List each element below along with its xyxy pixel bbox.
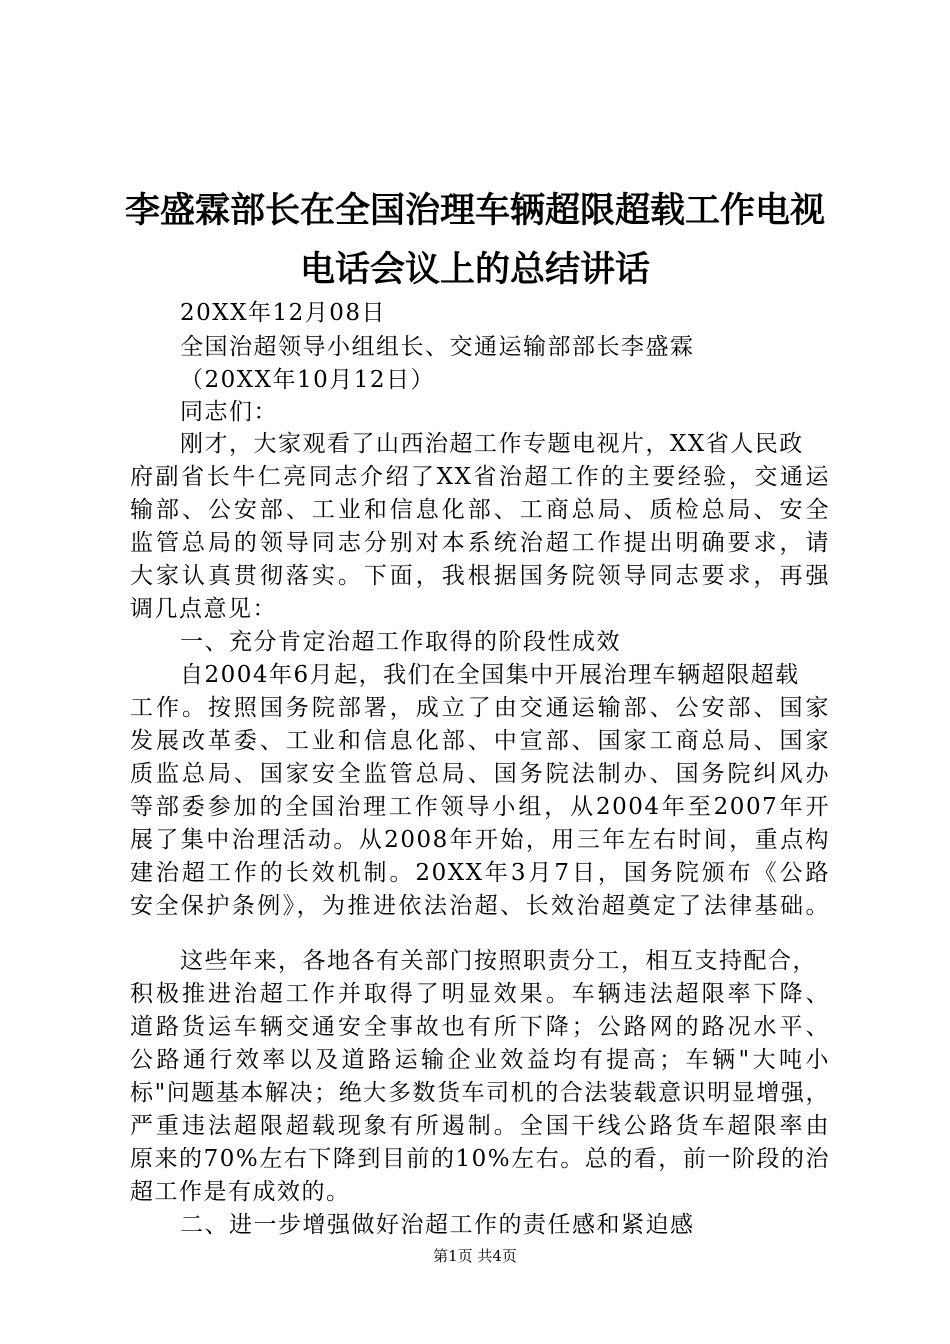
section-heading-2: 二、进一步增强做好治超工作的责任感和紧迫感 <box>180 1212 695 1238</box>
section-heading-1: 一、充分肯定治超工作取得的阶段性成效 <box>180 629 621 655</box>
paragraph-line: 公路通行效率以及道路运输企业效益均有提高；车辆"大吨小 <box>130 1047 830 1073</box>
paragraph-line: 大家认真贯彻落实。下面，我根据国务院领导同志要求，再强 <box>130 563 830 589</box>
paragraph-line: 原来的70%左右下降到目前的10%左右。总的看，前一阶段的治 <box>130 1146 830 1172</box>
paragraph-line: 工作。按照国务院部署，成立了由交通运输部、公安部、国家 <box>130 695 830 721</box>
paragraph-line: 严重违法超限超载现象有所遏制。全国干线公路货车超限率由 <box>130 1113 830 1139</box>
paragraph-line: 发展改革委、工业和信息化部、中宣部、国家工商总局、国家 <box>130 728 830 754</box>
paragraph-line: 超工作是有成效的。 <box>130 1179 351 1205</box>
paragraph-line: 监管总局的领导同志分别对本系统治超工作提出明确要求，请 <box>130 530 830 556</box>
paragraph-line: 展了集中治理活动。从2008年开始，用三年左右时间，重点构 <box>130 827 830 853</box>
page-number-footer: 第1页 共4页 <box>433 1247 517 1265</box>
paragraph-line: 建治超工作的长效机制。20XX年3月7日，国务院颁布《公路 <box>130 860 830 886</box>
salutation: 同志们： <box>180 399 278 425</box>
document-title-line-2: 电话会议上的总结讲话 <box>299 250 650 290</box>
document-date: 20XX年12月08日 <box>180 300 387 326</box>
document-title-line-1: 李盛霖部长在全国治理车辆超限超载工作电视 <box>124 191 825 231</box>
paragraph-line: 标"问题基本解决；绝大多数货车司机的合法装载意识明显增强， <box>130 1080 830 1106</box>
paragraph-line: 这些年来，各地各有关部门按照职责分工，相互支持配合， <box>180 948 817 974</box>
paragraph-line: 安全保护条例》，为推进依法治超、长效治超奠定了法律基础。 <box>130 893 830 919</box>
paragraph-line: 等部委参加的全国治理工作领导小组，从2004年至2007年开 <box>130 794 830 820</box>
speech-date: （20XX年10月12日） <box>180 367 436 393</box>
paragraph-line: 调几点意见： <box>130 596 277 622</box>
paragraph-line: 自2004年6月起，我们在全国集中开展治理车辆超限超载 <box>180 662 800 688</box>
paragraph-line: 刚才，大家观看了山西治超工作专题电视片，XX省人民政 <box>180 431 804 457</box>
paragraph-line: 质监总局、国家安全监管总局、国务院法制办、国务院纠风办 <box>130 761 830 787</box>
paragraph-line: 府副省长牛仁亮同志介绍了XX省治超工作的主要经验，交通运 <box>130 464 830 490</box>
speaker-line: 全国治超领导小组组长、交通运输部部长李盛霖 <box>180 334 695 360</box>
paragraph-line: 道路货运车辆交通安全事故也有所下降；公路网的路况水平、 <box>130 1014 830 1040</box>
paragraph-line: 输部、公安部、工业和信息化部、工商总局、质检总局、安全 <box>130 497 830 523</box>
paragraph-line: 积极推进治超工作并取得了明显效果。车辆违法超限率下降、 <box>130 981 830 1007</box>
